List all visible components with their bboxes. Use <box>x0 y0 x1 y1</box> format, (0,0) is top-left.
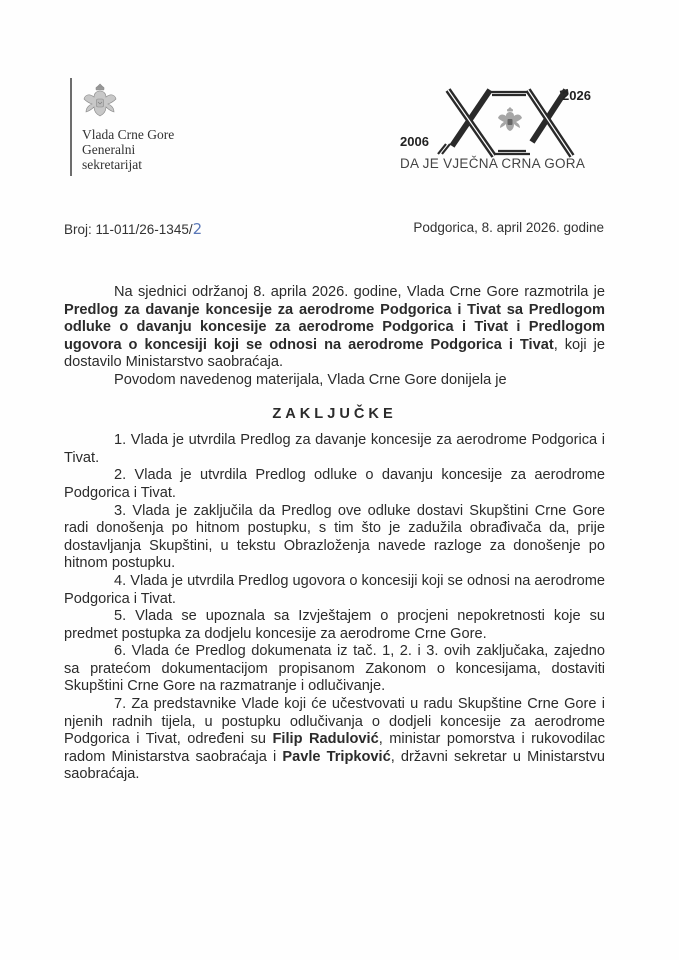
document-number <box>64 220 202 238</box>
intro-paragraph-2: Povodom navedenog materijala, Vlada Crne Gore donijela je <box>114 371 507 388</box>
representative-name-1: Filip Radulović <box>272 731 379 748</box>
intro-text: Na sjednici održanoj 8. aprila 2026. godine, Vlada Crne Gore razmotrila je <box>114 284 605 300</box>
anniversary-logo <box>398 84 604 176</box>
handwritten-number: 2 <box>192 220 203 238</box>
document-number-label: Broj: 11-011/26-1345/ <box>64 222 193 237</box>
conclusion-item-6: 6. Vlada će Predlog dokumenata iz tač. 1, 2. i 3. ovih zaključaka, zajedno sa pratećom dokumentacijom propisanom Zakonom o koncesijama, dostaviti Skupštini Crne Gore na razmatranje i odlučivanje. <box>64 643 605 695</box>
conclusion-7-text-2: , ministar pomorstva i rukovodilac radom Ministarstva saobraćaja i <box>64 731 605 765</box>
conclusion-7-text: 7. Za predstavnike Vlade koji će učestvovati u radu Skupštine Crne Gore i njenih radnih tijela, u postupku odlučivanja o dodjeli koncesije za aerodrome Podgorica i Tivat, određeni su <box>64 696 605 748</box>
anniversary-year-end: 2026 <box>562 88 591 103</box>
conclusions-heading: ZAKLJUČKE <box>272 405 397 422</box>
place-date: Podgorica, 8. april 2026. godine <box>413 220 604 235</box>
conclusion-item-5: 5. Vlada se upoznala sa Izvještajem o procjeni nepokretnosti koje su predmet postupka za dodjelu koncesije za aerodrome Crne Gore. <box>64 608 605 642</box>
anniversary-crest-icon <box>497 106 523 138</box>
government-name <box>82 127 174 172</box>
representative-name-2: Pavle Tripković <box>282 748 391 765</box>
gov-line-1: Vlada Crne Gore <box>82 127 175 142</box>
gov-line-2: Generalni <box>82 142 136 157</box>
conclusion-item-4: 4. Vlada je utvrdila Predlog ugovora o koncesiji koji se odnosi na aerodrome Podgorica i Tivat. <box>64 572 605 607</box>
anniversary-motto: DA JE VJEČNA CRNA GORA <box>400 156 586 171</box>
intro-paragraph <box>64 284 605 372</box>
conclusion-item-1: 1. Vlada je utvrdila Predlog za davanje koncesije za aerodrome Podgorica i Tivat. <box>64 432 605 466</box>
document-body <box>64 284 605 784</box>
montenegro-coat-of-arms-icon <box>82 82 118 122</box>
gov-line-3: sekretarijat <box>82 157 142 172</box>
conclusion-item-2: 2. Vlada je utvrdila Predlog odluke o davanju koncesije za aerodrome Podgorica i Tivat. <box>64 467 605 501</box>
conclusion-item-3: 3. Vlada je zaključila da Predlog ove odluke dostavi Skupštini Crne Gore radi donošenja po hitnom postupku, s tim što je zadužila obrađivača da, prije dostavljanja Skupštini, u tekstu Obrazloženja navede razloge za donošenje po hitnom postupku. <box>64 502 605 572</box>
anniversary-year-start: 2006 <box>400 134 429 149</box>
header-vertical-rule <box>70 78 72 176</box>
government-header <box>70 78 230 178</box>
conclusion-item-7 <box>64 696 605 784</box>
intro-text-end: , koji je dostavilo Ministarstvo saobraćaja. <box>64 336 606 371</box>
conclusion-7-text-3: , državni sekretar u Ministarstvu saobraćaja. <box>64 748 605 783</box>
intro-subject-bold: Predlog za davanje koncesije za aerodrome Podgorica i Tivat sa Predlogom odluke o davanju koncesije za aerodrome Podgorica i Tivat i Predlogom ugovora o koncesiji koji se odnosi na aerodrome Podgorica i Tivat <box>64 301 605 353</box>
